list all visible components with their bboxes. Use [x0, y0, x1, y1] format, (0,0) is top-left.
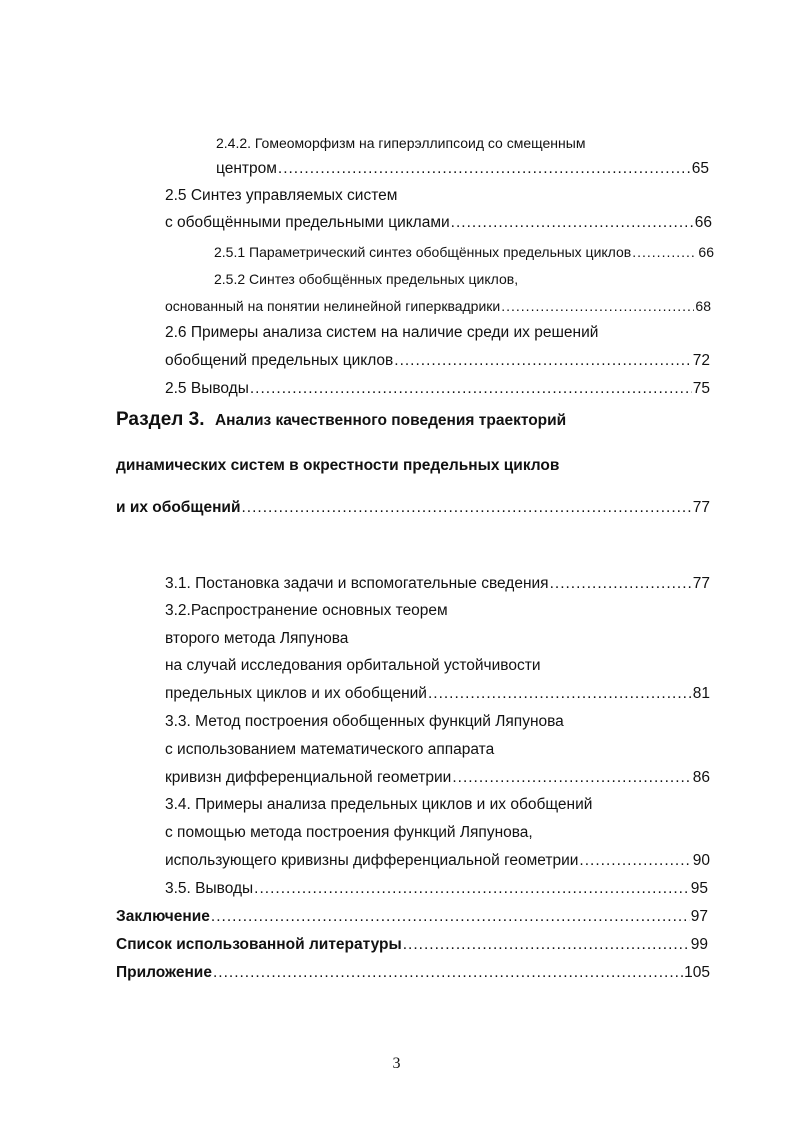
toc-page-number: 75 — [692, 380, 710, 397]
toc-entry-3-2-line3: на случай исследования орбитальной устойчивости — [165, 657, 541, 674]
toc-entry-3-1[interactable] — [165, 574, 710, 594]
toc-entry-text: Приложение — [116, 964, 212, 981]
toc-page-number: 77 — [692, 499, 710, 516]
toc-entry-text: 2.5.1 Параметрический синтез обобщённых предельных циклов — [214, 244, 632, 260]
toc-entry-text: использующего кривизны дифференциальной геометрии — [165, 852, 579, 869]
section-3-title-line1: Анализ качественного поведения траекторий — [214, 412, 567, 429]
toc-page-number: 72 — [692, 352, 710, 369]
toc-entry-text: обобщений предельных циклов — [165, 352, 394, 369]
dot-leader — [394, 351, 691, 371]
dot-leader — [250, 379, 692, 399]
toc-page-number: 105 — [684, 964, 710, 981]
toc-entry-text: кривизн дифференциальной геометрии — [165, 769, 452, 786]
toc-page-number: 66 — [694, 214, 712, 231]
toc-page-number: 81 — [692, 685, 710, 702]
section-3-label: Раздел 3. — [116, 409, 205, 430]
dot-leader — [579, 851, 691, 871]
toc-entry-2-5-2-title: 2.5.2 Синтез обобщённых предельных циклов, — [214, 271, 519, 287]
toc-entry-3-3-title: 3.3. Метод построения обобщенных функций Ляпунова — [165, 713, 564, 730]
toc-entry-text: 3.5. Выводы — [165, 880, 254, 897]
dot-leader — [242, 498, 692, 518]
dot-leader — [550, 574, 692, 594]
toc-entry-2-5-2[interactable] — [165, 296, 711, 316]
toc-entry-3-4[interactable] — [165, 851, 710, 871]
dot-leader — [501, 296, 694, 316]
toc-page-number: 66 — [698, 244, 714, 260]
dot-leader — [403, 935, 690, 955]
dot-leader — [213, 963, 683, 983]
toc-entry-text: 3.1. Постановка задачи и вспомогательные сведения — [165, 575, 549, 592]
dot-leader — [254, 879, 690, 899]
toc-entry-text: предельных циклов и их обобщений — [165, 685, 427, 702]
dot-leader — [632, 242, 697, 262]
toc-entry-2-4-2-title: 2.4.2. Гомеоморфизм на гиперэллипсоид со смещенным — [216, 135, 586, 151]
dot-leader — [211, 907, 690, 927]
toc-entry-2-5-conclusions[interactable] — [165, 379, 710, 399]
toc-page-number: 90 — [692, 852, 710, 869]
toc-entry-2-6-title: 2.6 Примеры анализа систем на наличие среди их решений — [165, 324, 599, 341]
toc-entry-references[interactable] — [116, 935, 708, 955]
toc-entry-3-3-line2: с использованием математического аппарата — [165, 741, 495, 758]
toc-entry-text: с обобщёнными предельными циклами — [165, 214, 450, 231]
toc-page-number: 68 — [695, 298, 711, 314]
toc-page-number: 65 — [691, 160, 709, 177]
dot-leader — [451, 213, 694, 233]
toc-page-number: 95 — [690, 880, 708, 897]
toc-entry-3-4-line2: с помощью метода построения функций Ляпунова, — [165, 824, 533, 841]
toc-page-number: 77 — [692, 575, 710, 592]
toc-entry-appendix[interactable] — [116, 963, 710, 983]
toc-entry-text: Список использованной литературы — [116, 936, 402, 953]
section-3-title-line2: динамических систем в окрестности предельных циклов — [116, 457, 560, 474]
toc-entry-2-5[interactable] — [165, 213, 712, 233]
toc-page-number: 97 — [690, 908, 708, 925]
toc-entry-2-6[interactable] — [165, 351, 710, 371]
toc-page-number: 99 — [690, 936, 708, 953]
toc-entry-section-3[interactable] — [116, 498, 710, 518]
dot-leader — [428, 684, 692, 704]
toc-entry-2-5-1[interactable] — [214, 242, 714, 262]
toc-entry-text: и их обобщений — [116, 499, 241, 516]
toc-entry-3-3[interactable] — [165, 768, 710, 788]
toc-entry-2-4-2[interactable] — [216, 159, 709, 179]
section-3-heading[interactable] — [116, 408, 566, 433]
toc-entry-3-4-title: 3.4. Примеры анализа предельных циклов и их обобщений — [165, 796, 593, 813]
toc-entry-3-2-line2: второго метода Ляпунова — [165, 630, 349, 647]
toc-entry-text: 2.5 Выводы — [165, 380, 249, 397]
toc-entry-text: центром — [216, 160, 277, 177]
toc-entry-3-5[interactable] — [165, 879, 708, 899]
toc-entry-3-2-title: 3.2.Распространение основных теорем — [165, 602, 448, 619]
toc-page-number: 86 — [692, 769, 710, 786]
dot-leader — [278, 159, 691, 179]
toc-entry-text: основанный на понятии нелинейной гиперквадрики — [165, 298, 501, 314]
toc-entry-2-5-title: 2.5 Синтез управляемых систем — [165, 187, 398, 204]
toc-entry-text: Заключение — [116, 908, 210, 925]
toc-entry-conclusion[interactable] — [116, 907, 708, 927]
page-number: 3 — [392, 1055, 401, 1072]
toc-entry-3-2[interactable] — [165, 684, 710, 704]
dot-leader — [452, 768, 691, 788]
